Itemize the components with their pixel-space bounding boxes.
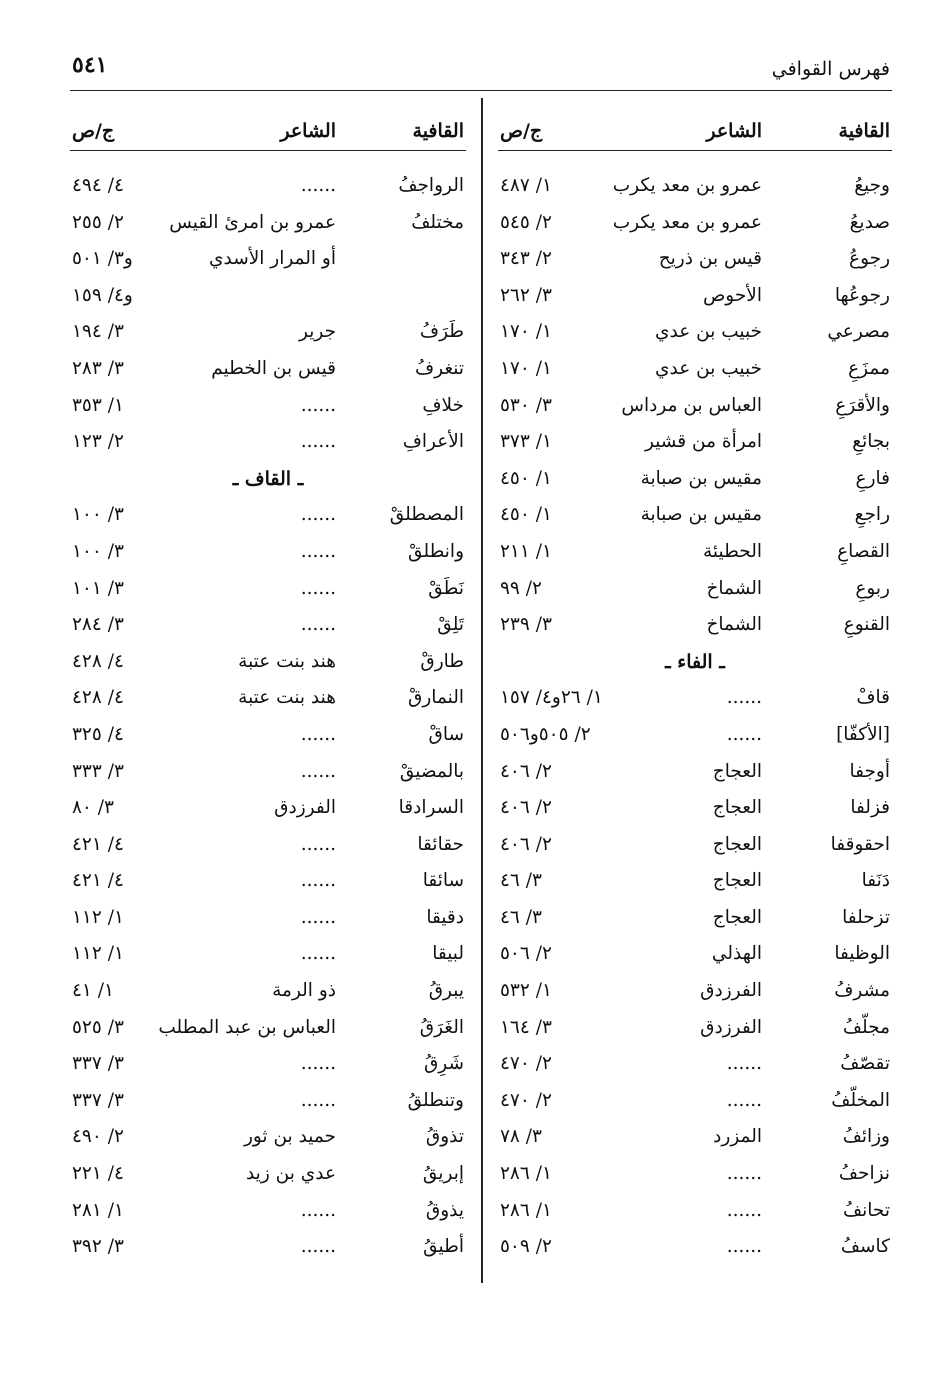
volume-page-ref: و٣/ ٥٠١: [72, 248, 133, 270]
volume-page-ref: ١/ ١٧٠: [500, 357, 552, 379]
rhyme-word: يبرقُ: [428, 980, 464, 1002]
volume-page-ref: ١/ ٢٨٦: [500, 1199, 552, 1221]
poet-name: الشماخ: [706, 614, 762, 636]
rhyme-word: صديعُ: [849, 211, 890, 233]
volume-page-ref: ٣/ ٣٣٧: [72, 1089, 124, 1111]
rhyme-word: حقائقا: [417, 833, 464, 855]
index-entry: [498, 606, 892, 643]
index-entry: [70, 423, 466, 460]
page-header: [70, 50, 892, 91]
volume-page-ref: ٢/ ٤٠٦: [500, 797, 552, 819]
index-entry: [498, 753, 892, 790]
poet-name: ......: [300, 906, 336, 928]
volume-page-ref: ١/ ٢١١: [500, 540, 552, 562]
index-entry: [70, 716, 466, 753]
poet-name: خبيب بن عدي: [655, 321, 762, 343]
poet-name: عمرو بن معد يكرب: [612, 175, 762, 196]
rhyme-word: مشرفُ: [834, 980, 890, 1002]
index-entry: [498, 1082, 892, 1119]
volume-page-ref: ٣/ ٣٩٢: [72, 1236, 124, 1258]
index-entry: [498, 826, 892, 863]
index-entry: [498, 972, 892, 1009]
volume-page-ref: ٢/ ٤٩٠: [72, 1126, 124, 1148]
index-entry: [498, 277, 892, 314]
poet-name: حميد بن ثور: [243, 1126, 336, 1148]
index-entry: [498, 570, 892, 607]
index-entry: [70, 606, 466, 643]
volume-page-ref: ١/ ٤٥٠: [500, 467, 552, 489]
rhyme-word: الرواجفُ: [398, 175, 464, 196]
volume-page-ref: ٢/ ٥٤٥: [500, 211, 552, 233]
poet-name: المزرد: [713, 1126, 762, 1148]
index-entry: [498, 167, 892, 204]
rhyme-word: قافْ: [856, 687, 890, 709]
rhyme-word: [الأكفّا]: [836, 723, 890, 745]
poet-name: ......: [300, 614, 336, 636]
poet-name: الشماخ: [706, 577, 762, 599]
rhyme-word: تقصّفُ: [840, 1053, 890, 1075]
poet-name: ......: [726, 1089, 762, 1111]
poet-name: العجاج: [712, 870, 762, 892]
volume-page-ref: ١/ ٤٥٠: [500, 504, 552, 526]
index-entry: [498, 679, 892, 716]
index-entry: [498, 1192, 892, 1229]
index-entry: [498, 1045, 892, 1082]
volume-page-ref: ١/ ٢٨١: [72, 1199, 124, 1221]
poet-name: ذو الرمة: [272, 980, 336, 1002]
volume-page-ref: ١/ ٣٧٣: [500, 431, 552, 453]
poet-name: عمرو بن معد يكرب: [612, 211, 762, 233]
section-heading: [70, 460, 466, 497]
poet-name: الحطيئة: [703, 540, 762, 562]
index-entry: [70, 679, 466, 716]
rhyme-word: نَطَقْ: [428, 577, 464, 599]
poet-name: ......: [300, 723, 336, 745]
rhyme-word: تنغرفُ: [414, 357, 464, 379]
poet-name: امرأة من قشير: [645, 431, 762, 453]
index-entry: [70, 1045, 466, 1082]
index-entry: [70, 1228, 466, 1265]
volume-page-ref: ٤/ ٢٢١: [72, 1163, 124, 1185]
rhyme-word: السرادقا: [398, 797, 464, 819]
volume-page-ref: ٢/ ٩٩: [500, 577, 542, 599]
rhyme-word: مصرعي: [827, 321, 890, 343]
volume-page-ref: ٣/ ٥٣٠: [500, 394, 552, 416]
rhyme-word: إبريقُ: [422, 1163, 464, 1185]
index-entry: [498, 1228, 892, 1265]
rhyme-word: أطيقُ: [423, 1236, 464, 1258]
index-entry: [70, 935, 466, 972]
poet-name: ......: [300, 540, 336, 562]
rhyme-word: يذوقُ: [425, 1199, 464, 1221]
rhyme-word: فارعِ: [855, 467, 890, 489]
rhyme-word: نزاحفُ: [838, 1163, 890, 1185]
index-column-right: [498, 112, 892, 1265]
volume-page-ref: ٣/ ٢٣٩: [500, 614, 552, 636]
index-entry: [498, 423, 892, 460]
volume-page-ref: ٤/ ٤٢٨: [72, 650, 124, 672]
index-entry: [70, 1082, 466, 1119]
rhyme-word: المخلّفُ: [831, 1089, 890, 1111]
volume-page-ref: ٣/ ٧٨: [500, 1126, 542, 1148]
rhyme-word: القنوعِ: [843, 614, 890, 636]
poet-name: العجاج: [712, 833, 762, 855]
volume-page-ref: ١/ ١١٢: [72, 906, 124, 928]
index-entry: [498, 862, 892, 899]
rhyme-word: بالمضيقْ: [399, 760, 464, 782]
section-heading: [498, 643, 892, 680]
index-entry: [70, 862, 466, 899]
column-divider: [481, 98, 483, 1283]
poet-name: عدي بن زيد: [245, 1163, 336, 1185]
rhyme-word: تذوقُ: [425, 1126, 464, 1148]
poet-name: الفرزدق: [700, 980, 762, 1002]
index-entry: [498, 899, 892, 936]
index-entry: [498, 1009, 892, 1046]
rhyme-word: أوجفا: [849, 760, 890, 782]
poet-name: خبيب بن عدي: [655, 357, 762, 379]
volume-page-ref: ٢/ ٤٠٦: [500, 760, 552, 782]
volume-page-ref: ٣/ ٢٦٢: [500, 284, 552, 306]
index-entry: [498, 935, 892, 972]
volume-page-ref: ١/ ١١٢: [72, 943, 124, 965]
index-entry: [498, 533, 892, 570]
index-column-left: [70, 112, 466, 1265]
index-entry: [498, 204, 892, 241]
volume-page-ref: ٣/ ٢٨٤: [72, 614, 124, 636]
rhyme-word: دَنَفا: [861, 870, 890, 892]
rhyme-word: ساقْ: [428, 723, 464, 745]
poet-name: العباس بن عبد المطلب: [158, 1016, 336, 1038]
index-entry: [498, 460, 892, 497]
poet-name: هند بنت عتبة: [238, 687, 336, 709]
index-entry: [70, 240, 466, 277]
rhyme-word: ممزَعِ: [848, 357, 890, 379]
header-poet: الشاعر: [280, 120, 336, 142]
rhyme-word: وجيعُ: [854, 175, 890, 196]
poet-name: ......: [726, 1163, 762, 1185]
poet-name: ......: [726, 1053, 762, 1075]
poet-name: ......: [300, 943, 336, 965]
poet-name: ......: [300, 577, 336, 599]
index-entry: [70, 899, 466, 936]
index-entry: [498, 1118, 892, 1155]
rhyme-word: الأعرافِ: [402, 431, 464, 453]
volume-page-ref: ٢/ ١٢٣: [72, 431, 124, 453]
poet-name: ......: [300, 1236, 336, 1258]
poet-name: ......: [300, 1053, 336, 1075]
index-entry: [70, 1118, 466, 1155]
poet-name: ......: [300, 1199, 336, 1221]
rhyme-word: دقيقا: [426, 906, 464, 928]
poet-name: ......: [300, 175, 336, 196]
index-entry: [70, 1192, 466, 1229]
volume-page-ref: ٤/ ٤٢٨: [72, 687, 124, 709]
index-entry: [70, 753, 466, 790]
index-entry: [70, 570, 466, 607]
section-title: ـ القاف ـ: [232, 467, 304, 490]
rhyme-word: تحانفُ: [842, 1199, 890, 1221]
rhyme-word: طَرَفُ: [419, 321, 464, 343]
index-entry: [498, 350, 892, 387]
poet-name: الفرزدق: [274, 797, 336, 819]
index-entry: [70, 1155, 466, 1192]
poet-name: ......: [300, 833, 336, 855]
rhyme-word: طارقْ: [420, 650, 464, 672]
poet-name: مقيس بن صبابة: [640, 467, 762, 489]
index-entry: [70, 350, 466, 387]
index-entry: [498, 496, 892, 533]
volume-page-ref: ٣/ ٣٣٧: [72, 1053, 124, 1075]
volume-page-ref: ١/ ٣٥٣: [72, 394, 124, 416]
volume-page-ref: و٤/ ١٥٩: [72, 284, 133, 306]
index-entry: [70, 826, 466, 863]
volume-page-ref: ٢/ ٥٠٦: [500, 943, 552, 965]
poet-name: العجاج: [712, 906, 762, 928]
poet-name: قيس بن ذريح: [658, 248, 762, 270]
rhyme-word: فزلفا: [850, 797, 890, 819]
poet-name: الفرزدق: [700, 1016, 762, 1038]
poet-name: ......: [300, 504, 336, 526]
rhyme-word: احقوقفا: [830, 833, 890, 855]
index-entry: [498, 1155, 892, 1192]
index-entry: [70, 277, 466, 314]
index-entry: [70, 789, 466, 826]
volume-page-ref: ١/ ٤٨٧: [500, 175, 552, 196]
index-entry: [70, 972, 466, 1009]
volume-page-ref: ٢/ ٤٧٠: [500, 1053, 552, 1075]
column-header: [70, 112, 466, 151]
volume-page-ref: ٣/ ١٠٠: [72, 504, 124, 526]
poet-name: ......: [300, 1089, 336, 1111]
index-entry: [70, 167, 466, 204]
poet-name: ......: [300, 431, 336, 453]
rhyme-word: وزائفُ: [842, 1126, 890, 1148]
poet-name: أو المرار الأسدي: [209, 248, 336, 270]
poet-name: جرير: [299, 321, 336, 343]
rhyme-word: القصاعِ: [837, 540, 890, 562]
volume-page-ref: ٣/ ٣٣٣: [72, 760, 124, 782]
volume-page-ref: ٤/ ٤٩٤: [72, 175, 124, 196]
entry-list: [70, 167, 466, 1265]
index-entry: [70, 643, 466, 680]
header-poet: الشاعر: [706, 120, 762, 142]
rhyme-word: راجعِ: [854, 504, 890, 526]
running-title: فهرس القوافي: [771, 58, 890, 80]
rhyme-word: المصطلقْ: [389, 504, 464, 526]
rhyme-word: الغَرَقُ: [419, 1016, 464, 1038]
index-entry: [498, 313, 892, 350]
rhyme-word: مختلفُ: [411, 211, 464, 233]
poet-name: ......: [726, 723, 762, 745]
poet-name: ......: [726, 687, 762, 709]
poet-name: الأحوص: [702, 284, 762, 306]
poet-name: قيس بن الخطيم: [211, 357, 336, 379]
rhyme-word: سائقا: [422, 870, 464, 892]
index-entry: [70, 387, 466, 424]
rhyme-word: رجوعُ: [849, 248, 890, 270]
rhyme-word: النمارقْ: [408, 687, 464, 709]
entry-list: [498, 167, 892, 1265]
index-entry: [498, 789, 892, 826]
volume-page-ref: ١/ ٤١: [72, 980, 114, 1002]
volume-page-ref: ٤/ ٣٢٥: [72, 723, 124, 745]
header-qafia: القافية: [838, 120, 890, 142]
rhyme-word: والأقرَعِ: [835, 394, 890, 416]
poet-name: العجاج: [712, 760, 762, 782]
page-number: ٥٤١: [72, 52, 108, 78]
rhyme-word: مجلّفُ: [842, 1016, 890, 1038]
rhyme-word: شَرِقُ: [423, 1053, 464, 1075]
volume-page-ref: ١/ ٢٦و٤/ ١٥٧: [500, 687, 603, 709]
volume-page-ref: ٣/ ٢٨٣: [72, 357, 124, 379]
poet-name: العجاج: [712, 797, 762, 819]
poet-name: ......: [726, 1199, 762, 1221]
volume-page-ref: ٣/ ٤٦: [500, 906, 542, 928]
volume-page-ref: ٣/ ١٦٤: [500, 1016, 552, 1038]
index-entry: [498, 387, 892, 424]
poet-name: الهذلي: [711, 943, 762, 965]
volume-page-ref: ٤/ ٤٢١: [72, 870, 124, 892]
volume-page-ref: ٣/ ١٠٠: [72, 540, 124, 562]
volume-page-ref: ٤/ ٤٢١: [72, 833, 124, 855]
volume-page-ref: ٢/ ٣٤٣: [500, 248, 552, 270]
rhyme-word: الوظيفا: [834, 943, 890, 965]
index-entry: [498, 716, 892, 753]
volume-page-ref: ٢/ ٤٧٠: [500, 1089, 552, 1111]
volume-page-ref: ٢/ ٥٠٩: [500, 1236, 552, 1258]
poet-name: ......: [300, 870, 336, 892]
volume-page-ref: ٣/ ١٩٤: [72, 321, 124, 343]
rhyme-word: وتنطلقُ: [407, 1089, 464, 1111]
index-entry: [70, 496, 466, 533]
index-entry: [70, 1009, 466, 1046]
volume-page-ref: ٣/ ٥٢٥: [72, 1016, 124, 1038]
rhyme-word: رجوعُها: [834, 284, 890, 306]
volume-page-ref: ١/ ٢٨٦: [500, 1163, 552, 1185]
rhyme-word: وانطلقْ: [408, 540, 464, 562]
volume-page-ref: ٣/ ٨٠: [72, 797, 114, 819]
rhyme-word: تزحلفا: [842, 906, 890, 928]
volume-page-ref: ٣/ ١٠١: [72, 577, 124, 599]
index-entry: [70, 533, 466, 570]
rhyme-word: تَلِقْ: [437, 614, 464, 636]
header-ref: ج/ص: [72, 120, 115, 142]
volume-page-ref: ١/ ٥٣٢: [500, 980, 552, 1002]
volume-page-ref: ٣/ ٤٦: [500, 870, 542, 892]
volume-page-ref: ٢/ ٢٥٥: [72, 211, 124, 233]
poet-name: ......: [300, 394, 336, 416]
rhyme-word: لبيقا: [432, 943, 464, 965]
header-ref: ج/ص: [500, 120, 543, 142]
poet-name: عمرو بن امرئ القيس: [169, 211, 336, 233]
volume-page-ref: ١/ ١٧٠: [500, 321, 552, 343]
poet-name: مقيس بن صبابة: [640, 504, 762, 526]
rhyme-word: كاسفُ: [840, 1236, 890, 1258]
volume-page-ref: ٢/ ٤٠٦: [500, 833, 552, 855]
rhyme-word: خلافِ: [422, 394, 464, 416]
index-entry: [70, 204, 466, 241]
section-title: ـ الفاء ـ: [665, 650, 725, 673]
column-header: [498, 112, 892, 151]
volume-page-ref: ٢/ ٥٠٥و٥٠٦: [500, 723, 591, 745]
rhyme-word: ربوعِ: [855, 577, 890, 599]
poet-name: العباس بن مرداس: [621, 394, 762, 416]
index-entry: [498, 240, 892, 277]
poet-name: ......: [300, 760, 336, 782]
poet-name: ......: [726, 1236, 762, 1258]
poet-name: هند بنت عتبة: [238, 650, 336, 672]
header-qafia: القافية: [412, 120, 464, 142]
index-entry: [70, 313, 466, 350]
rhyme-word: بجائعِ: [852, 431, 890, 453]
